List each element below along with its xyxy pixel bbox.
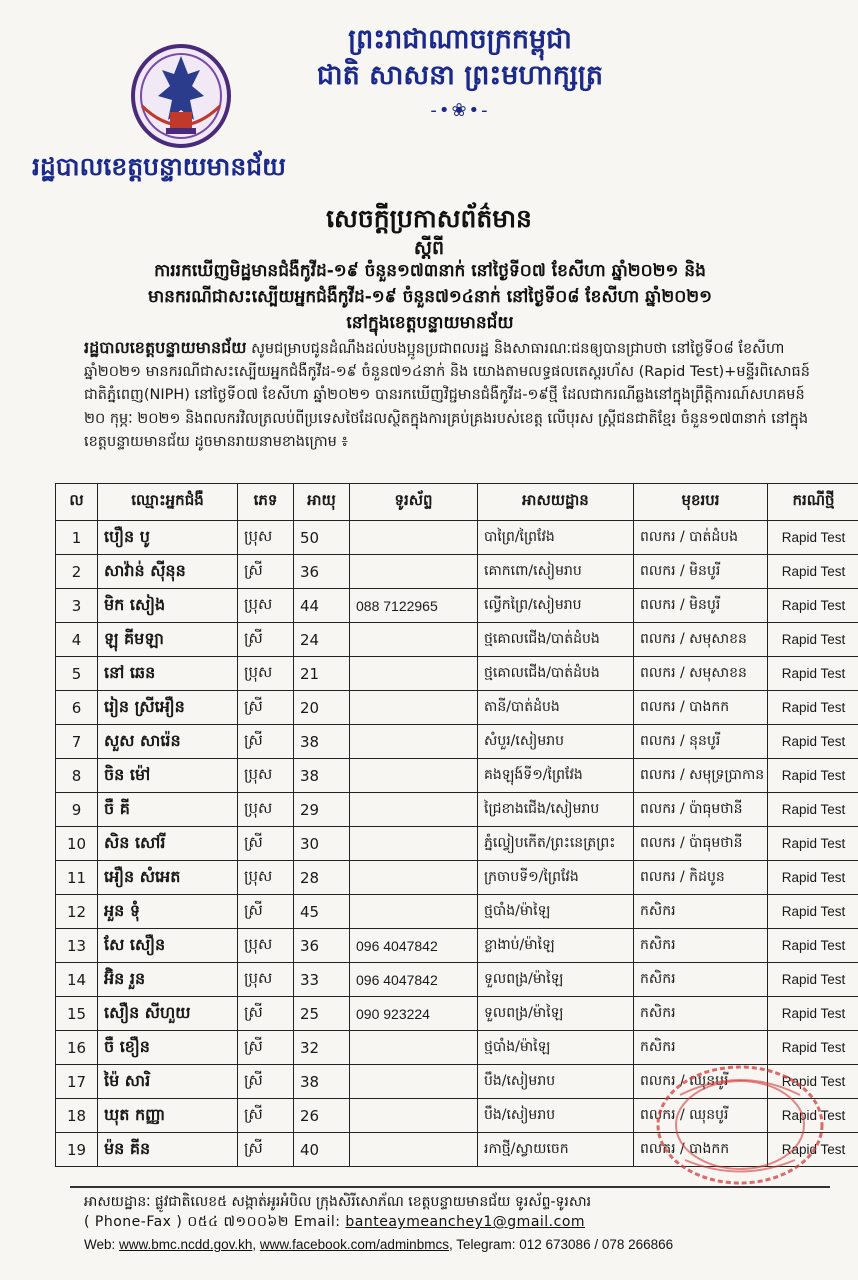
table-row [56,759,858,793]
table-row [56,691,858,725]
col-header-case-type: ករណីថ្មី [768,484,858,521]
patient-phone [350,691,478,725]
patient-age: 38 [294,1065,350,1099]
patient-age: 50 [294,521,350,555]
patient-sex: ស្រី [238,623,294,657]
row-number: 8 [56,759,98,793]
patient-sex: ស្រី [238,997,294,1031]
patient-phone: 090 923224 [350,997,478,1031]
patient-name: សិន សៅរី [98,827,238,861]
row-number: 6 [56,691,98,725]
patient-address: ជ្រៃខាងជើង/សៀមរាប [478,793,634,827]
table-row [56,793,858,827]
row-number: 5 [56,657,98,691]
patient-age: 40 [294,1133,350,1167]
province-seal-icon [128,40,234,150]
case-type: Rapid Test [768,1099,858,1133]
patient-name: សឿន សីហួយ [98,997,238,1031]
patient-occupation: កសិករ [634,895,768,929]
footer-website-link[interactable]: www.bmc.ncdd.gov.kh [119,1237,253,1252]
patient-phone [350,657,478,691]
patient-phone [350,827,478,861]
body-lead: រដ្ឋបាលខេត្តបន្ទាយមានជ័យ [84,338,247,357]
patient-age: 38 [294,759,350,793]
row-number: 2 [56,555,98,589]
patient-sex: ប្រុស [238,861,294,895]
patient-occupation: ពលករ / កិដបូន [634,861,768,895]
table-row [56,1133,858,1167]
patient-phone: 088 7122965 [350,589,478,623]
col-header-age: អាយុ [294,484,350,521]
case-type: Rapid Test [768,725,858,759]
footer-web-label: Web: [84,1237,116,1252]
patient-sex: ស្រី [238,1099,294,1133]
patient-name: ឡុ គីមឡា [98,623,238,657]
row-number: 11 [56,861,98,895]
table-row [56,929,858,963]
patient-name: អឿន សំអេត [98,861,238,895]
patient-address: ក្រចាបទី១/ព្រៃវែង [478,861,634,895]
patient-sex: ស្រី [238,1133,294,1167]
patient-name: បឿន បូ [98,521,238,555]
patient-occupation: ពលករ / សមុទ្រប្រាកាន [634,759,768,793]
col-header-phone: ទូរស័ព្ទ [350,484,478,521]
case-type: Rapid Test [768,759,858,793]
patient-sex: ស្រី [238,725,294,759]
row-number: 17 [56,1065,98,1099]
row-number: 13 [56,929,98,963]
patient-occupation: ពលករ / បាត់ដំបង [634,521,768,555]
patient-occupation: ពលករ / បាងកក [634,1133,768,1167]
patient-sex: ប្រុស [238,929,294,963]
footer-divider [70,1186,830,1188]
footer-email-label: Email: [293,1214,341,1230]
patient-phone [350,623,478,657]
patient-address: ទួលពង្រ/ម៉ាឡៃ [478,997,634,1031]
row-number: 14 [56,963,98,997]
patient-name: ចឺ ខឿន [98,1031,238,1065]
patient-occupation: ពលករ / ប៉ាធុមថានី [634,827,768,861]
case-type: Rapid Test [768,623,858,657]
row-number: 4 [56,623,98,657]
case-type: Rapid Test [768,589,858,623]
table-row [56,623,858,657]
patient-address: គងឡុង៍ទី១/ព្រៃវែង [478,759,634,793]
table-row [56,1065,858,1099]
patient-name: មិក សៀង [98,589,238,623]
patient-sex: ស្រី [238,1031,294,1065]
patient-occupation: ពលករ / ឈុនបូរី [634,1065,768,1099]
row-number: 18 [56,1099,98,1133]
table-row [56,555,858,589]
row-number: 1 [56,521,98,555]
row-number: 7 [56,725,98,759]
patient-name: ចិន ម៉ៅ [98,759,238,793]
patient-phone [350,759,478,793]
col-header-name: ឈ្មោះអ្នកជំងឺ [98,484,238,521]
issuer-name: រដ្ឋបាលខេត្តបន្ទាយមានជ័យ [32,152,286,181]
patient-sex: ស្រី [238,827,294,861]
patient-phone [350,521,478,555]
table-row [56,589,858,623]
patient-phone [350,895,478,929]
patient-occupation: ពលករ / បាងកក [634,691,768,725]
case-type: Rapid Test [768,555,858,589]
patient-occupation: ពលករ / សមុសាខន [634,623,768,657]
patient-name: សួស សារ៉េន [98,725,238,759]
case-type: Rapid Test [768,895,858,929]
patient-address: ថ្មបាំង/ម៉ាឡៃ [478,1031,634,1065]
col-header-no: ល [56,484,98,521]
patient-phone [350,793,478,827]
footer-facebook-link[interactable]: www.facebook.com/adminbmcs [259,1237,449,1252]
case-type: Rapid Test [768,963,858,997]
patient-phone [350,1099,478,1133]
col-header-sex: ភេទ [238,484,294,521]
case-type: Rapid Test [768,1133,858,1167]
patient-phone [350,1065,478,1099]
state-header [270,22,650,121]
patient-age: 36 [294,555,350,589]
patient-age: 44 [294,589,350,623]
row-number: 9 [56,793,98,827]
table-row [56,725,858,759]
patient-occupation: ពលករ / ឈុនបូរី [634,1099,768,1133]
patient-address: សំបួរ/សៀមរាប [478,725,634,759]
patient-age: 30 [294,827,350,861]
patient-phone [350,1133,478,1167]
patient-occupation: ពលករ / មិនបូរី [634,589,768,623]
patient-occupation: ពលករ / នុនបូរី [634,725,768,759]
table-header-row [56,484,858,521]
headline-line: មានករណីជាសះស្បើយអ្នកជំងឺកូវីដ-១៩ ចំនួន៧១៤នាក់ នៅថ្ងៃទី០៨ ខែសីហា ឆ្នាំ២០២១ [148,287,712,307]
patient-occupation: កសិករ [634,929,768,963]
case-type: Rapid Test [768,861,858,895]
patient-address: ទួលពង្រ/ម៉ាឡៃ [478,963,634,997]
patient-address: ល្វើកព្រៃ/សៀមរាប [478,589,634,623]
patient-phone: 096 4047842 [350,963,478,997]
table-row [56,521,858,555]
row-number: 19 [56,1133,98,1167]
table-row [56,1031,858,1065]
patient-address: ភ្នំល្វៀបកើត/ព្រះនេត្រព្រះ [478,827,634,861]
patient-phone [350,725,478,759]
patient-occupation: កសិករ [634,1031,768,1065]
patient-name: អួន ទុំ [98,895,238,929]
patient-occupation: ពលករ / មិនបូរី [634,555,768,589]
patient-name: ម៉ៃ សារិ [98,1065,238,1099]
footer-email-link[interactable]: banteaymeanchey1@gmail.com [345,1214,586,1230]
patient-occupation: ពលករ / សមុសាខន [634,657,768,691]
patient-address: បឹង/សៀមរាប [478,1099,634,1133]
patient-address: ថ្មគោលជើង/បាត់ដំបង [478,657,634,691]
patient-address: ថ្មបាំង/ម៉ាឡៃ [478,895,634,929]
patient-occupation: កសិករ [634,997,768,1031]
patient-address: រកាថ្មី/ស្វាយចេក [478,1133,634,1167]
patient-sex: ប្រុស [238,793,294,827]
footer-telegram-label: , Telegram: [448,1237,516,1252]
cases-table-body [56,521,858,1167]
table-row [56,997,858,1031]
patient-age: 20 [294,691,350,725]
patient-name: រៀន ស្រីអឿន [98,691,238,725]
case-type: Rapid Test [768,929,858,963]
header-ornament: -•❀•- [430,100,490,121]
row-number: 16 [56,1031,98,1065]
table-row [56,657,858,691]
footer-web [84,1235,844,1255]
case-type: Rapid Test [768,691,858,725]
case-type: Rapid Test [768,793,858,827]
table-row [56,861,858,895]
case-type: Rapid Test [768,657,858,691]
patient-age: 24 [294,623,350,657]
patient-address: បាព្រៃ/ព្រៃវែង [478,521,634,555]
patient-age: 21 [294,657,350,691]
patient-phone [350,1031,478,1065]
patient-age: 25 [294,997,350,1031]
patient-sex: ស្រី [238,555,294,589]
case-type: Rapid Test [768,521,858,555]
patient-name: ឃុត កញ្ញា [98,1099,238,1133]
patient-name: ចឺ គី [98,793,238,827]
patient-sex: ប្រុស [238,759,294,793]
footer-separator: , [252,1237,257,1252]
patient-address: ថ្មគោលជើង/បាត់ដំបង [478,623,634,657]
patient-sex: ស្រី [238,1065,294,1099]
footer-telegram-number: 012 673086 / 078 266866 [519,1237,674,1252]
col-header-address: អាសយដ្ឋាន [478,484,634,521]
document-subtitle: ស្តីពី [413,237,445,259]
footer-contact [84,1212,844,1232]
patient-occupation: ពលករ / ប៉ាធុមថានី [634,793,768,827]
patient-age: 28 [294,861,350,895]
case-type: Rapid Test [768,1065,858,1099]
footer-address: អាសយដ្ឋានៈ ផ្លូវជាតិលេខ៥ សង្កាត់អូរអំបិល ក្រុងសិរីសោភ័ណ ខេត្តបន្ទាយមានជ័យ ទូរស័ព្ទ-ទូរសារ [84,1194,592,1210]
patient-age: 32 [294,1031,350,1065]
table-row [56,895,858,929]
table-row [56,1099,858,1133]
footer-phone-fax: ( Phone-Fax ) ០៥៤ ៧១០០៦២ [84,1214,289,1230]
patient-address: តានី/បាត់ដំបង [478,691,634,725]
patient-phone: 096 4047842 [350,929,478,963]
patient-age: 38 [294,725,350,759]
table-row [56,827,858,861]
patient-age: 33 [294,963,350,997]
patient-phone [350,555,478,589]
patient-age: 29 [294,793,350,827]
patient-age: 36 [294,929,350,963]
patient-sex: ស្រី [238,895,294,929]
patient-name: សាវ៉ាន់ ស៊ីនុន [98,555,238,589]
patient-name: ម៉ន គីន [98,1133,238,1167]
headline-line: ការរកឃើញមិដ្ឋមានជំងឺកូវីដ-១៩ ចំនួន១៧៣នាក់ នៅថ្ងៃទី០៧ ខែសីហា ឆ្នាំ២០២១ និង [154,261,706,281]
national-motto: ជាតិ សាសនា ព្រះមហាក្សត្រ [316,60,604,91]
announcement-body [84,336,824,454]
headline-line: នៅក្នុងខេត្តបន្ទាយមានជ័យ [346,313,514,333]
patient-name: អ៊ិន រួន [98,963,238,997]
row-number: 12 [56,895,98,929]
patient-occupation: កសិករ [634,963,768,997]
patient-address: បឹង/សៀមរាប [478,1065,634,1099]
patient-address: គោកពោ/សៀមរាប [478,555,634,589]
table-row [56,963,858,997]
col-header-occupation: មុខរបរ [634,484,768,521]
case-type: Rapid Test [768,827,858,861]
case-type: Rapid Test [768,1031,858,1065]
patient-phone [350,861,478,895]
patient-sex: ប្រុស [238,657,294,691]
patient-name: នៅ ឆេន [98,657,238,691]
patient-age: 45 [294,895,350,929]
patient-sex: ប្រុស [238,521,294,555]
patient-sex: ប្រុស [238,963,294,997]
row-number: 15 [56,997,98,1031]
patient-sex: ស្រី [238,691,294,725]
patient-sex: ប្រុស [238,589,294,623]
row-number: 10 [56,827,98,861]
document-title: សេចក្តីប្រកាសព័ត៌មាន [326,204,532,233]
patient-age: 26 [294,1099,350,1133]
kingdom-name: ព្រះរាជាណាចក្រកម្ពុជា [348,24,572,55]
patient-name: សែ សឿន [98,929,238,963]
body-paragraph: សូមជម្រាបជូនដំណឹងដល់បងប្អូនប្រជាពលរដ្ឋ និងសាធារណៈជនឲ្យបានជ្រាបថា នៅថ្ងៃទី០៨ ខែសីហា ឆ្នាំ២០២១ មានករណីជាសះស្បើយអ្នកជំងឺកូវីដ-១៩ ចំនួន៧១៤នាក់ និង យោងតាមលទ្ធផលតេស្តរហ័ស (Rapid Test)+មន្ទីរពិសោធន៍ជាតិភ្នំពេញ(NIPH) នៅថ្ងៃទី០៧ ខែសីហា ឆ្នាំ២០២១ បានរកឃើញវិជ្ជមានជំងឺកូវីដ-១៩ថ្មី ដែលជាករណីឆ្លងនៅក្នុងព្រឹត្តិការណ៍សហគមន៍ ២០ កុម្ភៈ ២០២១ និងពលករវិលត្រលប់ពីប្រទេសថៃដែលស្ថិតក្នុងការគ្រប់គ្រងរបស់ខេត្ត លើបុរស ស្រ្តីជនជាតិខ្មែរ ចំនួន១៧៣នាក់ នៅក្នុងខេត្តបន្ទាយមានជ័យ ដូចមានរាយនាមខាងក្រោម ៖ [84,341,810,450]
cases-table [55,483,858,1167]
case-type: Rapid Test [768,997,858,1031]
patient-address: ខ្លាងាប់/ម៉ាឡៃ [478,929,634,963]
row-number: 3 [56,589,98,623]
